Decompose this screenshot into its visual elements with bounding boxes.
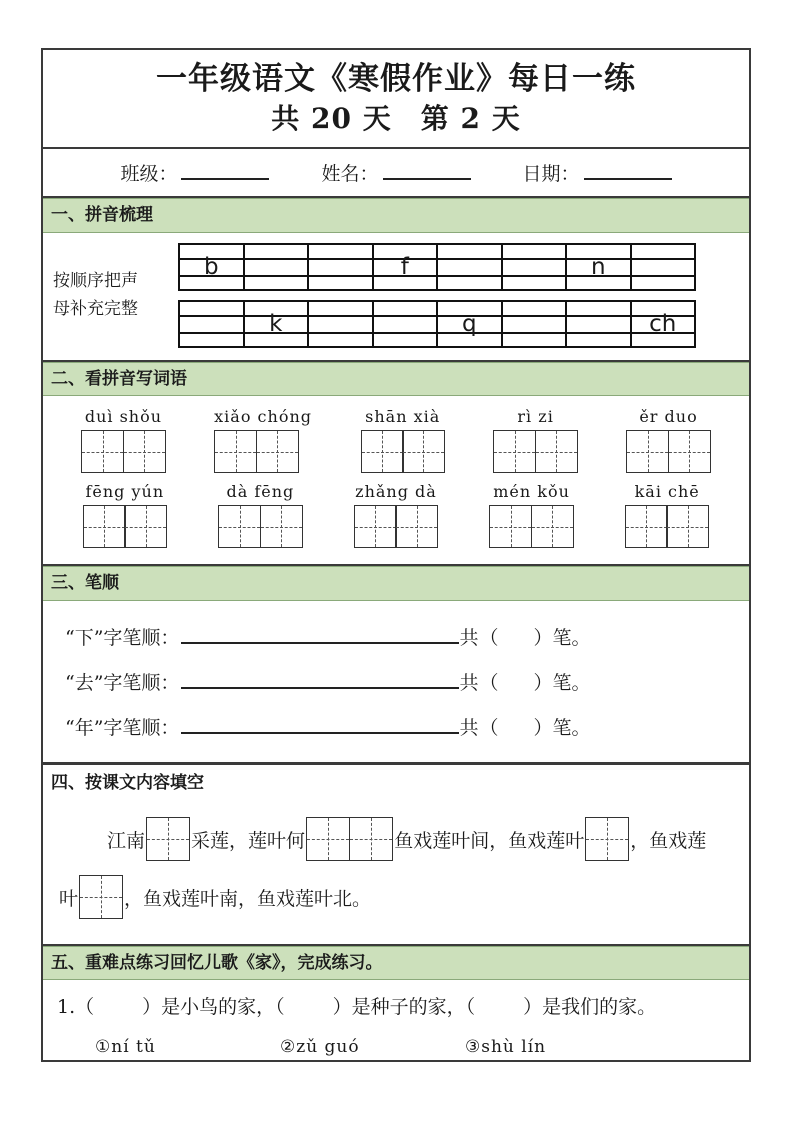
- class-blank[interactable]: [181, 163, 269, 180]
- name-blank[interactable]: [383, 163, 471, 180]
- page-subtitle: 共 20 天 第 2 天: [271, 101, 521, 135]
- tianzige-cell[interactable]: [535, 430, 578, 473]
- pinyin-grid-row-1[interactable]: [178, 243, 696, 291]
- word-pinyin: mén kǒu: [493, 482, 570, 502]
- stroke-count-suffix: ）笔。: [533, 627, 591, 650]
- option-2[interactable]: ②zǔ guó: [280, 1036, 360, 1057]
- pinyin-cell[interactable]: [437, 244, 502, 290]
- tianzige-cell[interactable]: [361, 430, 404, 473]
- word-item: [218, 482, 302, 548]
- pinyin-cell[interactable]: [373, 301, 438, 347]
- stroke-count-suffix: ）笔。: [533, 672, 591, 695]
- pinyin-cell[interactable]: f: [373, 244, 438, 290]
- pinyin-cell[interactable]: [244, 244, 309, 290]
- name-label: 姓名：: [321, 163, 379, 186]
- tianzige-pair[interactable]: [361, 430, 445, 473]
- tianzige-cell[interactable]: [124, 505, 167, 548]
- stroke-order-line: [43, 704, 749, 749]
- stroke-count-prefix: 共（: [459, 717, 500, 740]
- option-1[interactable]: ①ní tǔ: [95, 1036, 156, 1057]
- question-1-options: [57, 1037, 749, 1057]
- tianzige-cell[interactable]: [260, 505, 303, 548]
- tianzige-cell[interactable]: [218, 505, 261, 548]
- pinyin-instruction-line1: 按顺序把声: [53, 271, 138, 292]
- poem-text: 江南: [107, 829, 146, 852]
- pinyin-grids: [178, 243, 696, 348]
- tianzige-blank[interactable]: [585, 817, 629, 861]
- stroke-order-blank[interactable]: [181, 626, 459, 644]
- tianzige-cell[interactable]: [668, 430, 711, 473]
- pinyin-cell[interactable]: [502, 244, 567, 290]
- class-label: 班级：: [120, 163, 178, 186]
- date-field[interactable]: [523, 159, 672, 186]
- tianzige-cell[interactable]: [395, 505, 438, 548]
- date-blank[interactable]: [584, 163, 672, 180]
- poem-text: ，鱼戏莲: [630, 829, 707, 852]
- stroke-order-prompt: “下”字笔顺：: [65, 627, 180, 650]
- word-pinyin: ěr duo: [639, 407, 698, 427]
- page-title: 一年级语文《寒假作业》每日一练: [156, 61, 636, 97]
- tianzige-blank[interactable]: [146, 817, 190, 861]
- question-text: ）是种子的家，（: [332, 996, 476, 1019]
- word-pinyin: dà fēng: [226, 482, 295, 502]
- word-item: [361, 407, 445, 473]
- tianzige-blank[interactable]: [306, 817, 350, 861]
- stroke-order-blank[interactable]: [181, 716, 459, 734]
- word-row-1: [43, 404, 749, 479]
- tianzige-cell[interactable]: [626, 430, 669, 473]
- tianzige-cell[interactable]: [81, 430, 124, 473]
- tianzige-pair[interactable]: [625, 505, 709, 548]
- tianzige-pair[interactable]: [489, 505, 573, 548]
- word-item: [625, 482, 709, 548]
- tianzige-pair[interactable]: [218, 505, 302, 548]
- tianzige-cell[interactable]: [123, 430, 166, 473]
- poem-line-1: [59, 812, 739, 870]
- word-item: [493, 407, 577, 473]
- section-4-heading: 四、按课文内容填空: [43, 764, 749, 798]
- pinyin-cell[interactable]: k: [244, 301, 309, 347]
- tianzige-blank[interactable]: [349, 817, 393, 861]
- section-1-heading: 一、拼音梳理: [43, 198, 749, 233]
- tianzige-cell[interactable]: [625, 505, 668, 548]
- stroke-order-line: [43, 659, 749, 704]
- poem-text: 鱼戏莲叶间，鱼戏莲叶: [394, 829, 585, 852]
- section-3-heading: 三、笔顺: [43, 566, 749, 601]
- tianzige-cell[interactable]: [256, 430, 299, 473]
- option-3[interactable]: ③shù lín: [465, 1036, 547, 1057]
- section-3-body: [43, 601, 749, 764]
- stroke-order-blank[interactable]: [181, 671, 459, 689]
- tianzige-cell[interactable]: [531, 505, 574, 548]
- date-label: 日期：: [522, 163, 580, 186]
- poem-text: 采莲，莲叶何: [191, 829, 306, 852]
- tianzige-pair[interactable]: [83, 505, 167, 548]
- stroke-order-prompt: “去”字笔顺：: [65, 672, 180, 695]
- title-block: [43, 50, 749, 149]
- word-row-2: [43, 479, 749, 554]
- pinyin-cell[interactable]: [179, 301, 244, 347]
- tianzige-pair[interactable]: [354, 505, 438, 548]
- pinyin-cell[interactable]: [631, 244, 696, 290]
- pinyin-instruction: [49, 267, 178, 323]
- pinyin-cell[interactable]: [308, 244, 373, 290]
- name-field[interactable]: [321, 159, 470, 186]
- tianzige-blank[interactable]: [79, 875, 123, 919]
- student-info-row: [43, 149, 749, 198]
- word-item: [626, 407, 710, 473]
- question-text: ）是我们的家。: [523, 996, 657, 1019]
- pinyin-instruction-line2: 母补充完整: [53, 299, 138, 320]
- tianzige-pair[interactable]: [81, 430, 165, 473]
- stroke-order-prompt: “年”字笔顺：: [65, 717, 180, 740]
- stroke-count-prefix: 共（: [459, 627, 500, 650]
- tianzige-pair[interactable]: [493, 430, 577, 473]
- question-1: [57, 992, 749, 1022]
- pinyin-grid-row-2[interactable]: [178, 300, 696, 348]
- tianzige-cell[interactable]: [402, 430, 445, 473]
- word-pinyin: fēng yún: [85, 482, 165, 502]
- section-5-heading: 五、重难点练习回忆儿歌《家》，完成练习。: [43, 946, 749, 981]
- section-5-body: [43, 980, 749, 1056]
- word-item: [214, 407, 312, 473]
- stroke-count-suffix: ）笔。: [533, 717, 591, 740]
- pinyin-cell[interactable]: [308, 301, 373, 347]
- tianzige-cell[interactable]: [489, 505, 532, 548]
- pinyin-cell[interactable]: q: [437, 301, 502, 347]
- tianzige-cell[interactable]: [354, 505, 397, 548]
- word-pinyin: duì shǒu: [84, 407, 163, 427]
- poem-text: ，鱼戏莲叶南，鱼戏莲叶北。: [124, 887, 372, 910]
- word-pinyin: xiǎo chóng: [214, 407, 312, 427]
- poem-line-2: [59, 870, 739, 928]
- class-field[interactable]: [120, 159, 269, 186]
- pinyin-cell[interactable]: [502, 301, 567, 347]
- poem-text: 叶: [59, 887, 79, 910]
- word-item: [83, 482, 167, 548]
- tianzige-cell[interactable]: [214, 430, 257, 473]
- question-text: 1.（: [57, 996, 95, 1019]
- tianzige-pair[interactable]: [626, 430, 710, 473]
- word-pinyin: shān xià: [365, 407, 441, 427]
- stroke-count-prefix: 共（: [459, 672, 500, 695]
- word-pinyin: zhǎng dà: [355, 482, 437, 502]
- stroke-order-line: [43, 614, 749, 659]
- pinyin-cell[interactable]: n: [566, 244, 631, 290]
- worksheet-page: [41, 48, 751, 1062]
- pinyin-cell[interactable]: b: [179, 244, 244, 290]
- pinyin-cell[interactable]: ch: [631, 301, 696, 347]
- word-pinyin: rì zi: [517, 407, 554, 427]
- tianzige-cell[interactable]: [83, 505, 126, 548]
- tianzige-cell[interactable]: [666, 505, 709, 548]
- word-item: [81, 407, 165, 473]
- section-2-body: [43, 396, 749, 566]
- section-1-body: [43, 233, 749, 362]
- word-item: [489, 482, 573, 548]
- section-4-body: [43, 798, 749, 946]
- pinyin-cell[interactable]: [566, 301, 631, 347]
- question-text: ）是小鸟的家，（: [142, 996, 285, 1019]
- word-item: [354, 482, 438, 548]
- tianzige-cell[interactable]: [493, 430, 536, 473]
- word-pinyin: kāi chē: [634, 482, 700, 502]
- tianzige-pair[interactable]: [214, 430, 312, 473]
- section-2-heading: 二、看拼音写词语: [43, 362, 749, 397]
